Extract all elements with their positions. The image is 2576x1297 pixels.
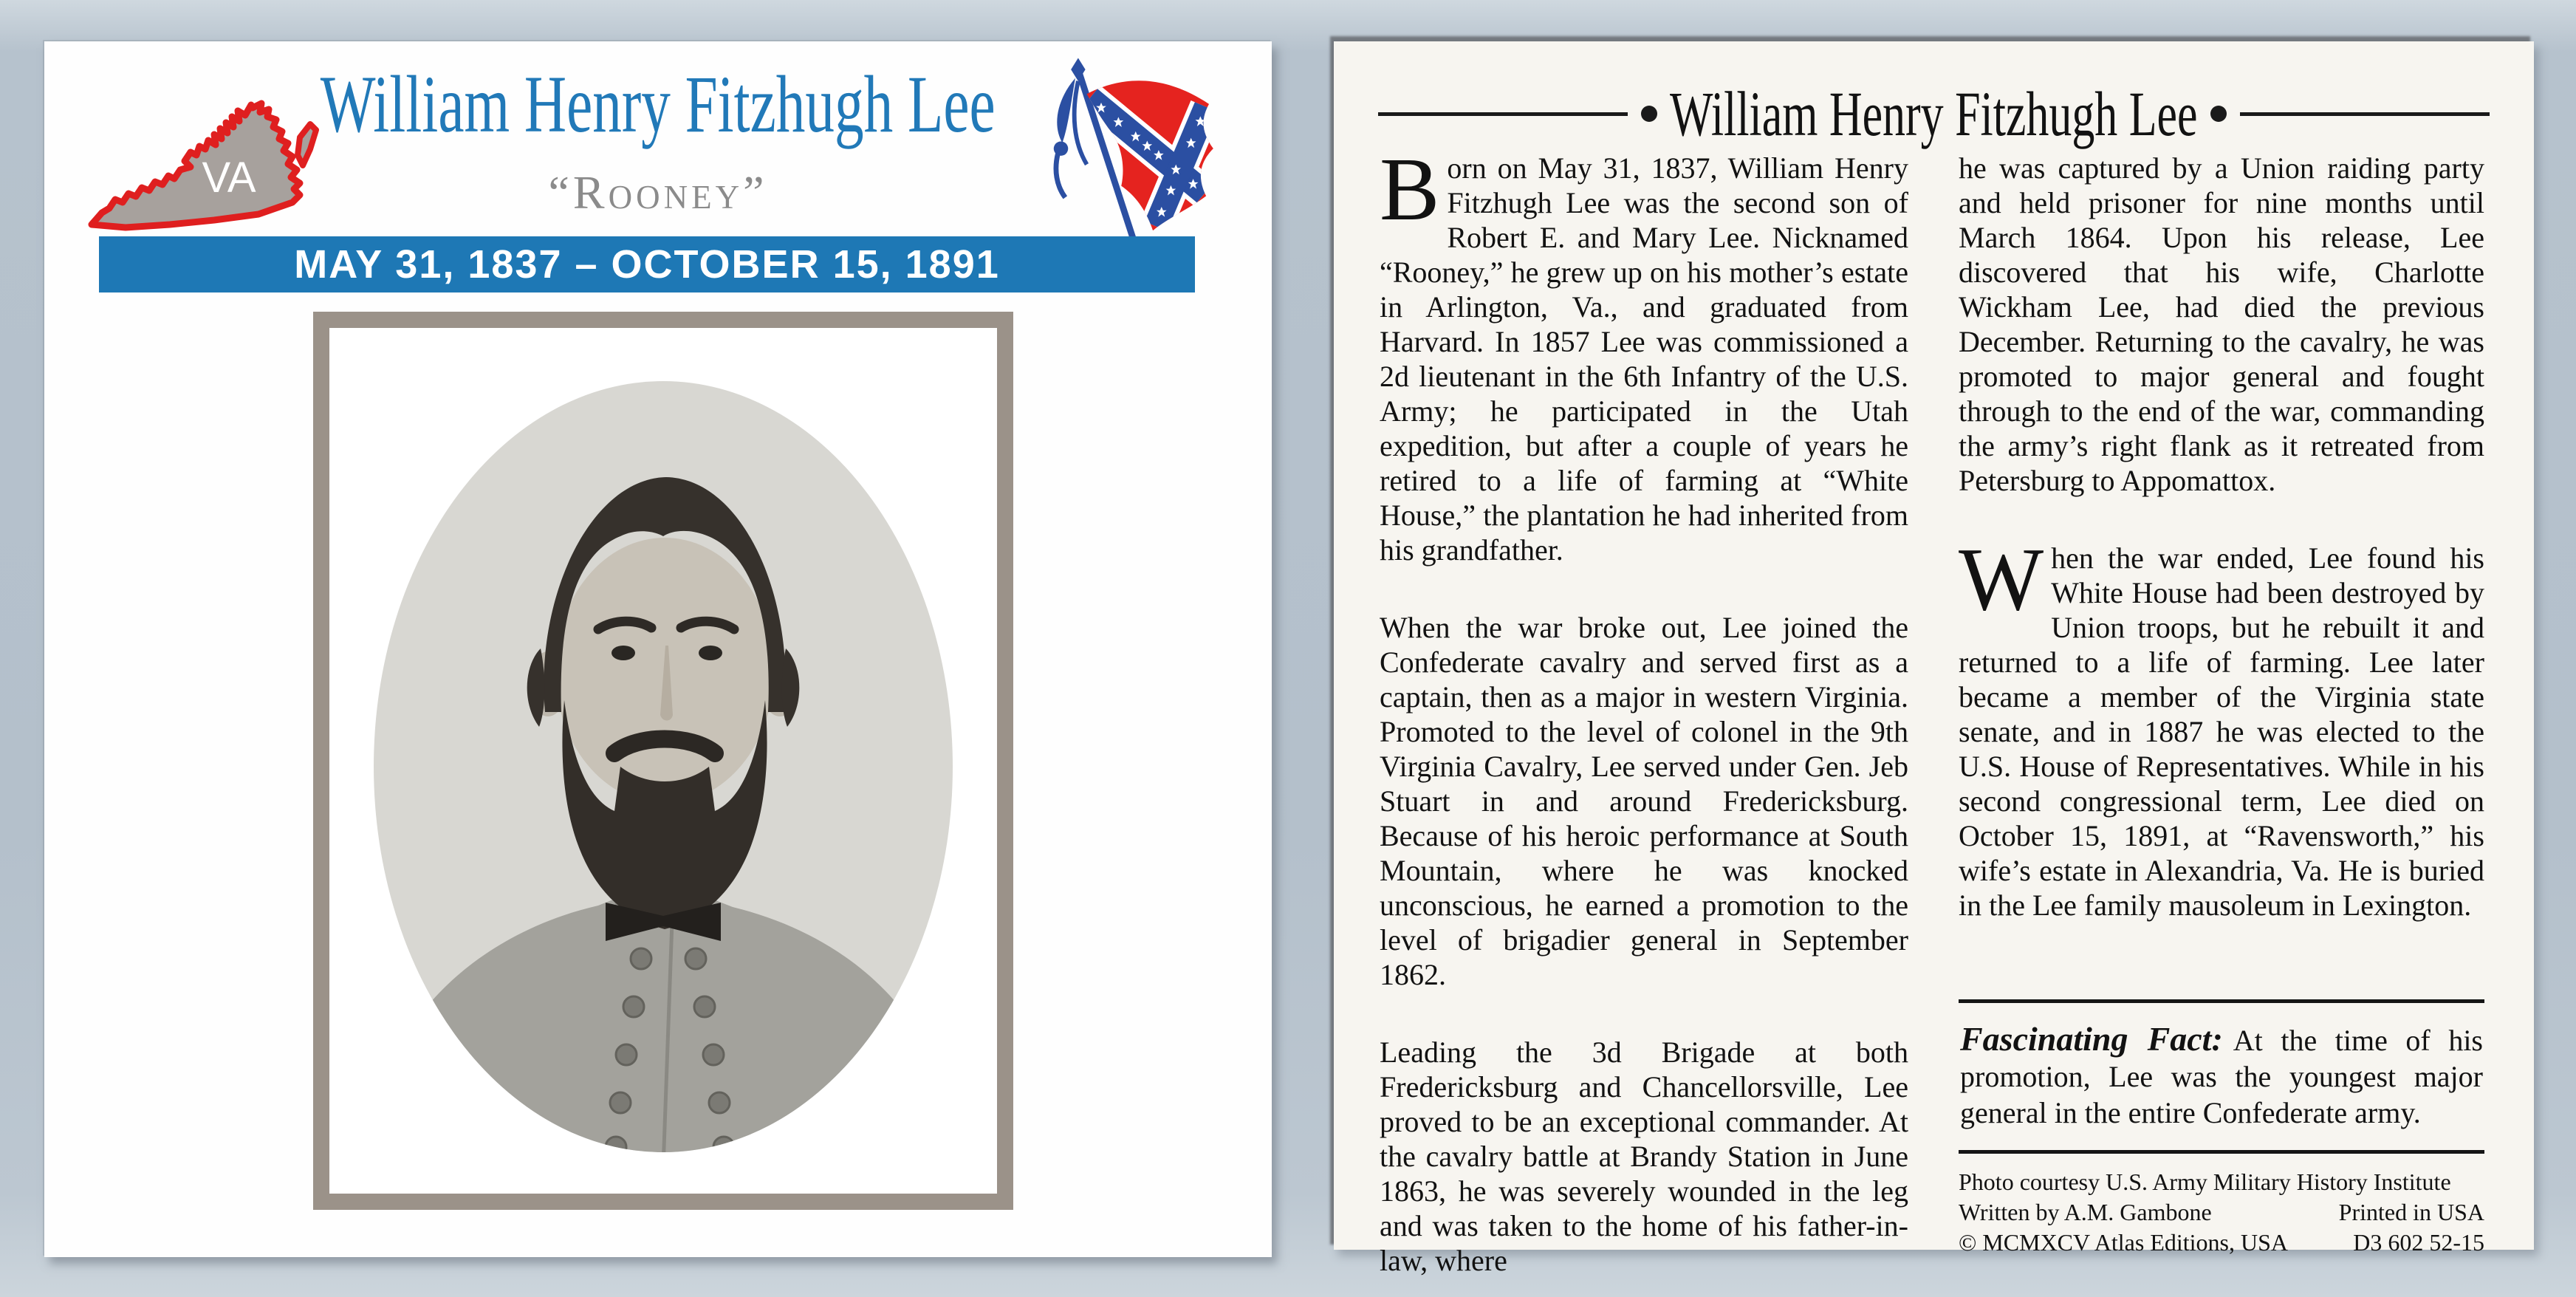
credit-photo-courtesy: Photo courtesy U.S. Army Military History Institute <box>1959 1168 2451 1195</box>
back-header <box>1378 69 2490 158</box>
portrait-frame <box>313 312 1013 1210</box>
card-back <box>1334 41 2534 1277</box>
credit-code: D3 602 52-15 <box>2353 1229 2484 1256</box>
bio-paragraph-text: hen the war ended, Lee found his White House had been destroyed by Union troops, but he rebuilt it and returned to a life of farming. Lee later became a member of the Virginia state senate, and in 1887 he was elected to the U.S. House of Representatives. While in his second congressional term, Lee died on October 15, 1891, at “Ravensworth,” his wife’s estate in Alexandria, Va. He is buried in the Lee family mausoleum in Lexington. <box>1959 541 2484 922</box>
credit-written-by: Written by A.M. Gambone <box>1959 1199 2212 1225</box>
portrait-photo <box>354 353 972 1168</box>
title-bullet-icon <box>2210 106 2227 122</box>
credit-row <box>1959 1197 2484 1228</box>
fascinating-fact-section <box>1959 999 2484 1154</box>
nickname-subtitle: “Rooney” <box>548 166 768 219</box>
bio-paragraph <box>1959 530 2484 923</box>
fascinating-fact-text: At the time of his promotion, Lee was the youngest major general in the entire Confederate army. <box>1960 1024 2483 1129</box>
credits-block <box>1959 1167 2484 1258</box>
credit-printed-in: Printed in USA <box>2338 1199 2484 1225</box>
credit-row <box>1959 1228 2484 1258</box>
bio-paragraph: he was captured by a Union raiding party and held prisoner for nine months until March 1864. Upon his release, Lee discovered that his wife, Charlotte Wickham Lee, had died the previous December. Returning to the cavalry, he was promoted to major general and fought through to the end of the war, commanding the army’s right flank as it retreated from Petersburg to Appomattox. <box>1959 151 2484 497</box>
bio-paragraph <box>1380 140 1908 567</box>
title-bullet-icon <box>1641 106 1657 122</box>
fascinating-fact-label: Fascinating Fact: <box>1960 1020 2223 1058</box>
bio-column-right <box>1959 151 2484 1258</box>
bio-paragraph: Leading the 3d Brigade at both Fredericksburg and Chancellorsville, Lee proved to be an exceptional commander. At the cavalry battle at Brandy Station in June 1863, he was severely wounded in the leg and was taken to the home of his father-in-law, where <box>1380 1036 1908 1277</box>
dropcap-letter: B <box>1380 140 1440 239</box>
card-title-front-text: William Henry Fitzhugh Lee <box>321 59 996 149</box>
credit-copyright: © MCMXCV Atlas Editions, USA <box>1959 1229 2289 1256</box>
header-rule-right <box>2240 112 2490 116</box>
card-title-back: William Henry Fitzhugh Lee <box>1670 78 2198 149</box>
card-front <box>44 41 1272 1257</box>
header-rule-left <box>1378 112 1628 116</box>
bio-paragraph-text: orn on May 31, 1837, William Henry Fitzhugh Lee was the second son of Robert E. and Mary Lee. Nicknamed “Rooney,” he grew up on his mother’s estate in Arlington, Va., and graduated from Harvard. In 1857 Lee was commissioned a 2d lieutenant in the 6th Infantry of the U.S. Army; he participated in the Utah expedition, but after a couple of years he retired to a life of farming at “White House,” the plantation he had inherited from his grandfather. <box>1380 151 1908 567</box>
dates-banner: MAY 31, 1837 – OCTOBER 15, 1891 <box>99 236 1195 292</box>
state-abbr-label: VA <box>202 154 256 202</box>
confederate-flag-icon <box>1021 56 1236 251</box>
bio-column-left <box>1380 140 1908 1278</box>
dropcap-letter: W <box>1959 530 2044 629</box>
bio-paragraph: When the war broke out, Lee joined the Confederate cavalry and served first as a captain, then as a major in western Virginia. Promoted to the level of colonel in the 9th Virginia Cavalry, Lee served under Gen. Jeb Stuart in and around Fredericksburg. Because of his heroic performance at South Mountain, where he was knocked unconscious, he earned a promotion to the level of brigadier general in September 1862. <box>1380 611 1908 991</box>
